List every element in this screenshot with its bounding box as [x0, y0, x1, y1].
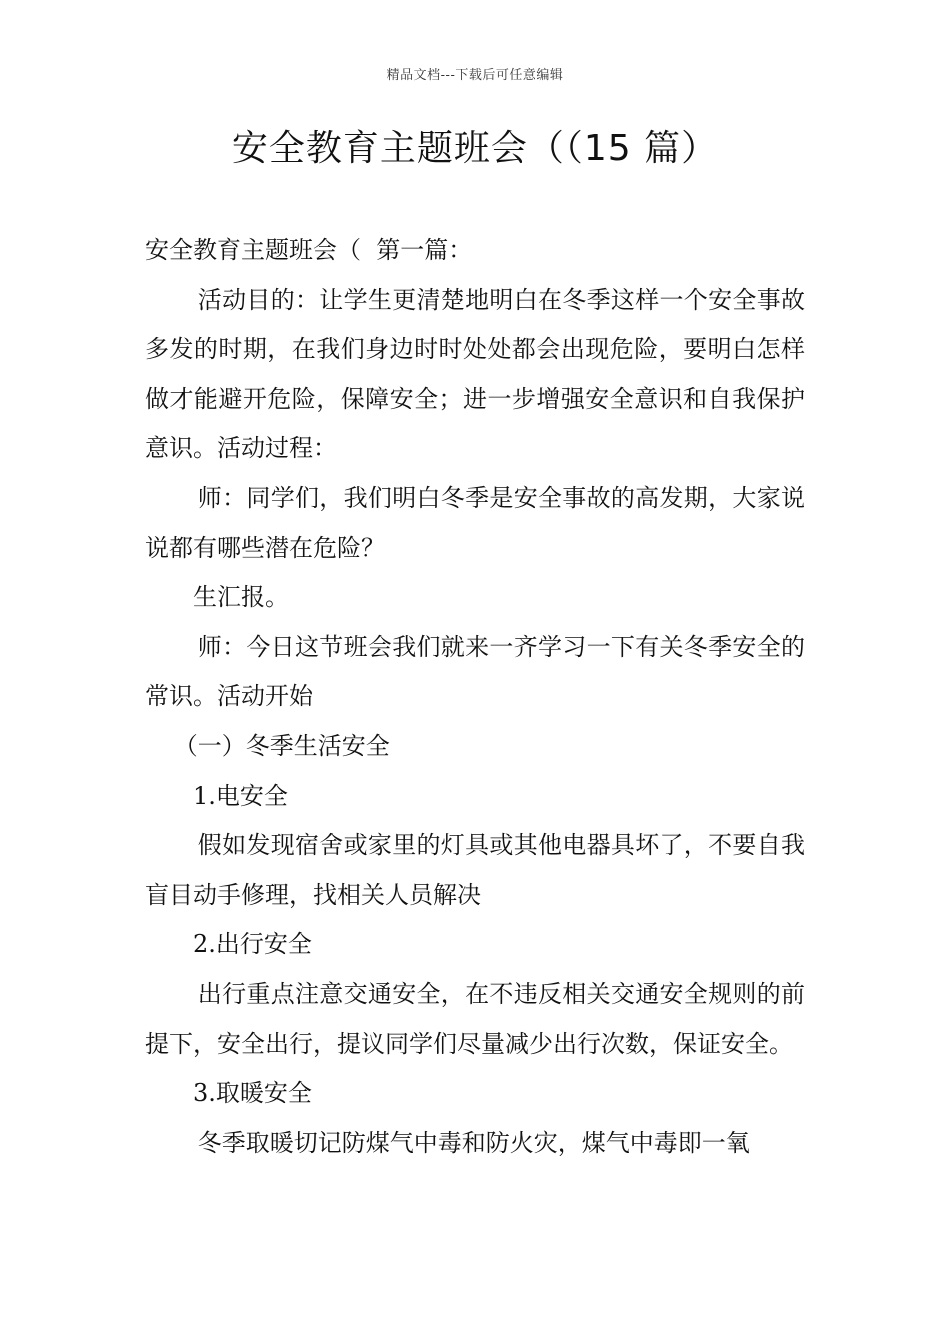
paragraph-electric-safety: 假如发现宿舍或家里的灯具或其他电器具坏了，不要自我盲目动手修理，找相关人员解决 — [145, 831, 805, 909]
subheading-electric-safety: 1.电安全 — [193, 781, 288, 810]
document-title: 安全教育主题班会（（15 篇） — [231, 128, 719, 169]
paragraph-teacher-question: 师：同学们，我们明白冬季是安全事故的高发期，大家说说都有哪些潜在危险？ — [145, 483, 805, 562]
subheading-heating-safety: 3.取暖安全 — [193, 1079, 312, 1108]
header-note: 精品文档---下载后可任意编辑 — [386, 68, 564, 83]
paragraph-activity-goal: 活动目的：让学生更清楚地明白在冬季这样一个安全事故多发的时期，在我们身边时时处处都会出现危险，要明白怎样做才能避开危险，保障安全；进一步增强安全意识和自我保护意识。活动过程： — [145, 285, 805, 463]
paragraph-student-report: 生汇报。 — [193, 583, 289, 612]
paragraph-teacher-intro: 师：今日这节班会我们就来一齐学习一下有关冬季安全的常识。活动开始 — [145, 632, 805, 711]
paragraph-section-heading: 安全教育主题班会（ 第一篇： — [145, 236, 473, 264]
subheading-winter-life-safety: （一）冬季生活安全 — [173, 731, 390, 760]
paragraph-travel-safety: 出行重点注意交通安全，在不违反相关交通安全规则的前提下，安全出行，提议同学们尽量减少出行次数，保证安全。 — [145, 979, 805, 1058]
paragraph-heating-safety: 冬季取暖切记防煤气中毒和防火灾，煤气中毒即一氧 — [197, 1128, 750, 1157]
document-body — [145, 226, 805, 1168]
subheading-travel-safety: 2.出行安全 — [193, 930, 312, 959]
